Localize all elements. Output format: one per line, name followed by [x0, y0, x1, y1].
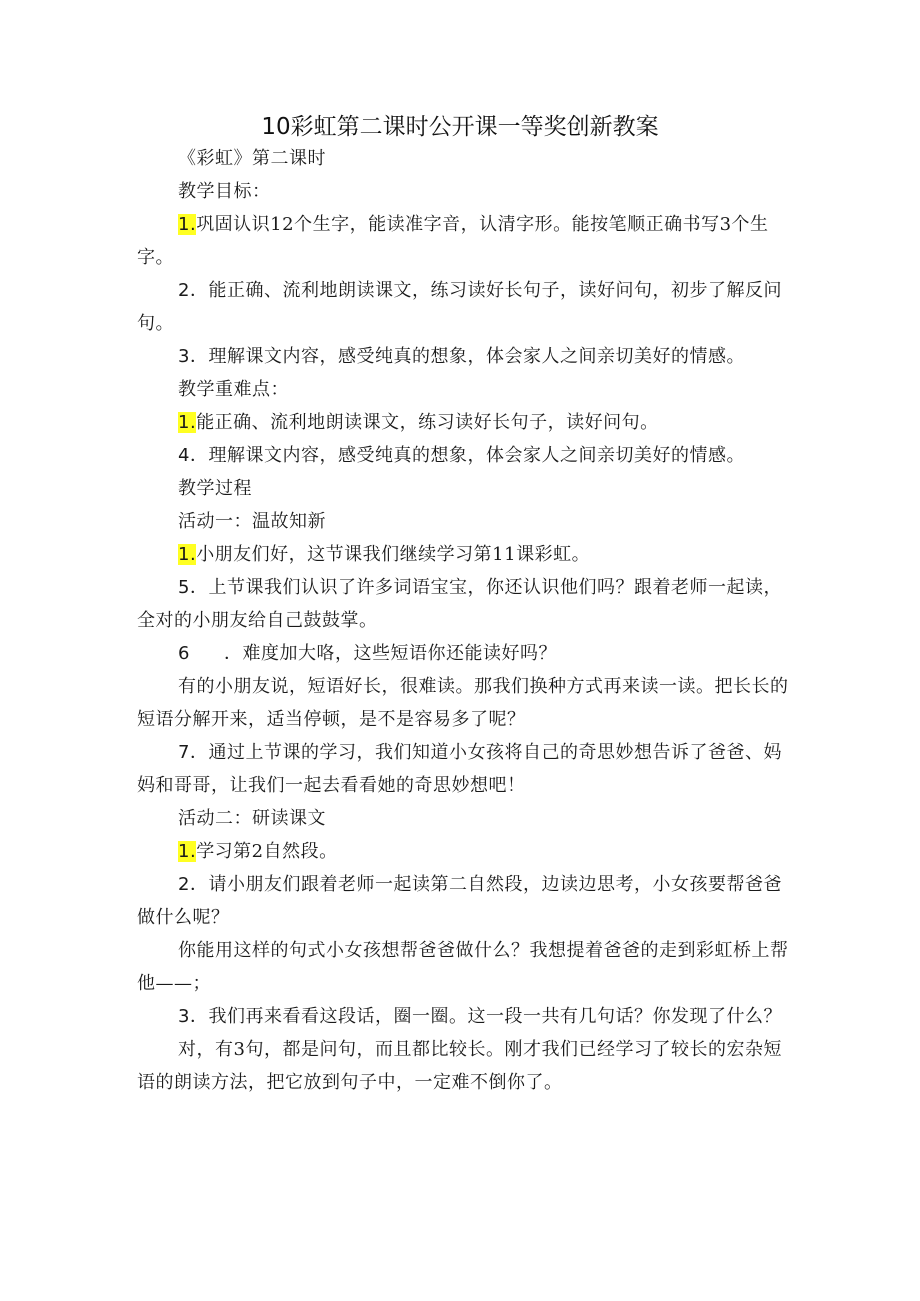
highlighted-number: 1.: [178, 544, 197, 565]
paragraph-goals-heading: 教学目标：: [178, 181, 271, 202]
paragraph-activity-1-step-1: 1.小朋友们好，这节课我们继续学习第11课彩虹。: [178, 544, 591, 565]
paragraph-activity-1-step-3: 6 ．难度加大咯，这些短语你还能读好吗？: [178, 643, 557, 664]
paragraph-activity-2-step-3: 3．我们再来看看这段话，圈一圈。这一段一共有几句话？你发现了什么？: [178, 1006, 782, 1027]
paragraph-lesson-heading: 《彩虹》第二课时: [178, 148, 326, 169]
paragraph-activity-2-prompt: 你能用这样的句式小女孩想帮爸爸做什么？我想提着爸爸的走到彩虹桥上帮他——；: [137, 940, 789, 994]
paragraph-activity-2-heading: 活动二：研读课文: [178, 808, 326, 829]
paragraph-activity-1-heading: 活动一：温故知新: [178, 511, 326, 532]
paragraph-process-heading: 教学过程: [178, 478, 252, 499]
paragraph-goal-1: 1.巩固认识12个生字，能读准字音，认清字形。能按笔顺正确书写3个生字。: [137, 214, 769, 268]
paragraph-activity-1-step-2: 5．上节课我们认识了许多词语宝宝，你还认识他们吗？跟着老师一起读，全对的小朋友给自己鼓鼓掌。: [137, 577, 782, 631]
highlighted-number: 1.: [178, 214, 197, 235]
document-body: [137, 142, 797, 1099]
paragraph-activity-2-step-2: 2．请小朋友们跟着老师一起读第二自然段，边读边思考，小女孩要帮爸爸做什么呢？: [137, 874, 782, 928]
highlighted-number: 1.: [178, 412, 197, 433]
paragraph-goal-3: 3．理解课文内容，感受纯真的想象，体会家人之间亲切美好的情感。: [178, 346, 745, 367]
document-title: 10彩虹第二课时公开课一等奖创新教案: [261, 114, 659, 140]
paragraph-activity-2-step-1: 1.学习第2自然段。: [178, 841, 338, 862]
paragraph-activity-2-answer: 对，有3句，都是问句，而且都比较长。刚才我们已经学习了较长的宏杂短语的朗读方法，把它放到句子中，一定难不倒你了。: [137, 1039, 782, 1093]
paragraph-activity-1-step-4: 7．通过上节课的学习，我们知道小女孩将自己的奇思妙想告诉了爸爸、妈妈和哥哥，让我们一起去看看她的奇思妙想吧！: [137, 742, 782, 796]
paragraph-keypoints-heading: 教学重难点：: [178, 379, 289, 400]
paragraph-keypoint-1: 1.能正确、流利地朗读课文，练习读好长句子，读好问句。: [178, 412, 659, 433]
paragraph-goal-2: 2．能正确、流利地朗读课文，练习读好长句子，读好问句，初步了解反问句。: [137, 280, 782, 334]
paragraph-activity-1-note: 有的小朋友说，短语好长，很难读。那我们换种方式再来读一读。把长长的短语分解开来，适当停顿，是不是容易多了呢？: [137, 676, 789, 730]
highlighted-number: 1.: [178, 841, 197, 862]
paragraph-keypoint-2: 4．理解课文内容，感受纯真的想象，体会家人之间亲切美好的情感。: [178, 445, 745, 466]
